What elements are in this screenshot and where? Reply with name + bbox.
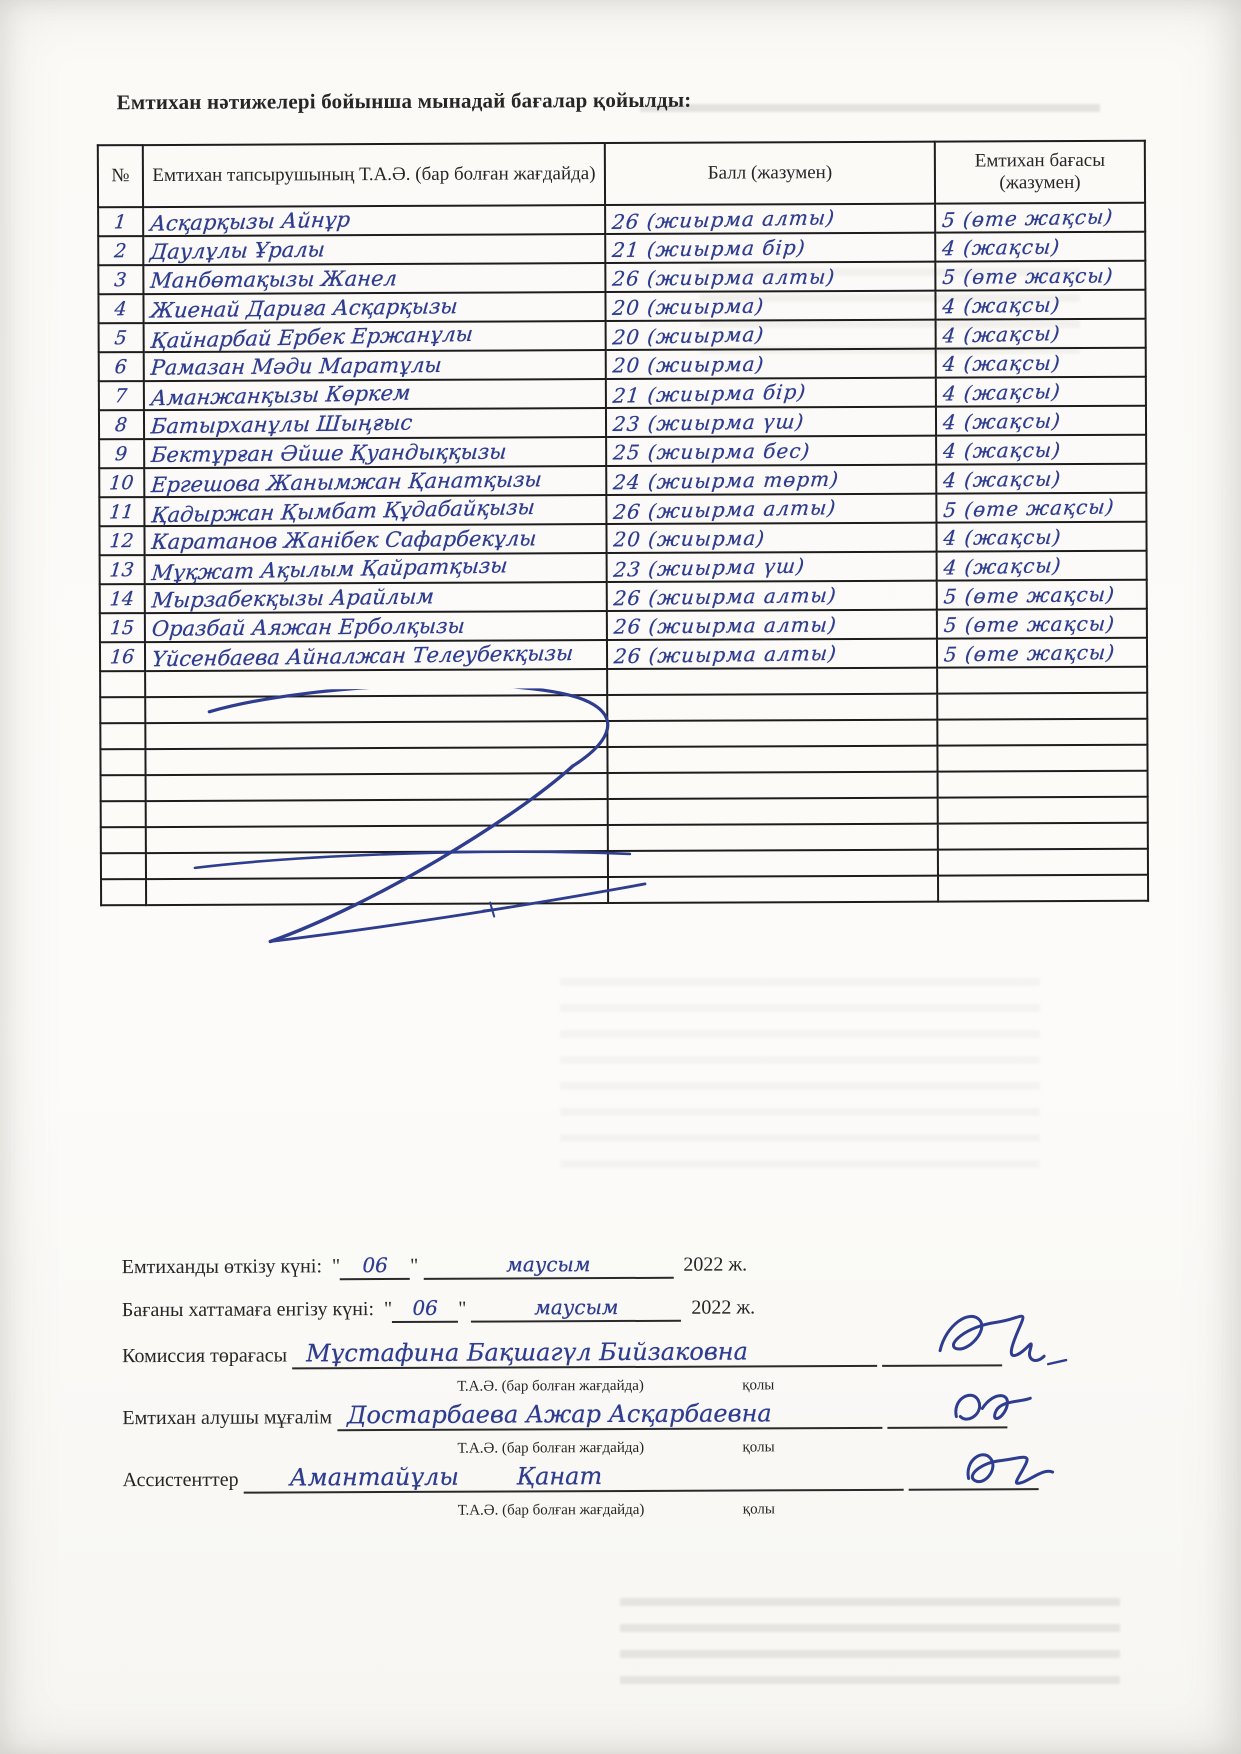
row-number-cell: 7 [99, 381, 144, 410]
score-cell: 20 (жиырма) [606, 523, 936, 553]
empty-table-row [101, 875, 1148, 906]
score-cell: 21 (жиырма бір) [606, 378, 936, 408]
grade-cell: 4 (жақсы) [936, 522, 1146, 552]
row-number-cell: 11 [99, 497, 144, 526]
examinee-name-cell: Даулұлы Ұралы [143, 234, 605, 265]
row-number-cell: 8 [99, 410, 144, 439]
commission-chair-label: Комиссия төрағасы [122, 1344, 288, 1368]
row-number-cell: 4 [98, 294, 143, 323]
table-row [100, 580, 1147, 614]
table-row [99, 406, 1146, 440]
grade-cell: 4 (жақсы) [936, 406, 1146, 436]
table-row [99, 377, 1146, 411]
row-number-cell: 1 [98, 207, 143, 236]
row-number-cell: 5 [99, 323, 144, 352]
grade-cell: 5 (өте жақсы) [935, 203, 1145, 233]
score-cell: 21 (жиырма бір) [605, 233, 935, 263]
score-cell: 23 (жиырма үш) [606, 407, 936, 437]
examiner-signature-field[interactable] [887, 1403, 1007, 1429]
row-number-cell: 2 [98, 236, 143, 265]
examinee-name-cell: Бектұрған Әйше Қуандыққызы [144, 437, 606, 468]
table-row [99, 493, 1146, 527]
row-number-cell: 14 [100, 584, 145, 613]
examinee-name-cell: Аманжанқызы Көркем [144, 379, 606, 410]
exam-date-year: 2022 ж. [683, 1253, 748, 1276]
examiner-label: Емтихан алушы мұғалім [122, 1406, 333, 1430]
examinee-name-cell: Мұқжат Ақылым Қайратқызы [145, 553, 607, 584]
grade-cell: 5 (өте жақсы) [937, 638, 1147, 668]
examinee-name-cell: Жиенай Дариға Асқарқызы [143, 292, 605, 323]
row-number-cell: 12 [99, 526, 144, 555]
protocol-date-line: Бағаны хаттамаға енгізу күні: " 06 " маусым 2022 ж. [121, 1295, 756, 1322]
examinee-name-cell: Оразбай Аяжан Ерболқызы [145, 611, 607, 642]
examiner-line [122, 1398, 1007, 1432]
fio-sublabel: Т.А.Ә. (бар болған жағдайда) [457, 1439, 645, 1457]
signature-sublabel: қолы [742, 1439, 775, 1456]
examinee-name-cell: Қайнарбай Ербек Ержанұлы [144, 321, 606, 352]
score-cell: 25 (жиырма бес) [606, 436, 936, 466]
row-number-cell: 3 [98, 265, 143, 294]
grade-cell: 4 (жақсы) [936, 435, 1146, 465]
score-cell: 26 (жиырма алты) [605, 262, 935, 292]
table-row [99, 522, 1146, 556]
grade-cell: 4 (жақсы) [936, 464, 1146, 494]
grade-cell: 5 (өте жақсы) [937, 580, 1147, 610]
exam-date-day-field[interactable]: 06 [340, 1253, 410, 1280]
commission-chair-line [122, 1336, 1002, 1370]
examinee-name-cell: Асқарқызы Айнұр [143, 205, 605, 236]
table-row [98, 290, 1145, 324]
column-header-number: № [98, 145, 143, 207]
protocol-date-month-field[interactable]: маусым [471, 1295, 681, 1323]
exam-date-line: Емтиханды өткізу күні: " 06 " маусым 2022 ж. [122, 1251, 748, 1281]
results-table-body [98, 203, 1148, 906]
score-cell: 26 (жиырма алты) [605, 204, 935, 234]
table-row [98, 232, 1145, 266]
score-cell: 24 (жиырма төрт) [606, 465, 936, 495]
table-row [99, 464, 1146, 498]
grade-cell: 4 (жақсы) [935, 290, 1145, 320]
examiner-name-field[interactable]: Достарбаева Ажар Асқарбаевна [337, 1399, 882, 1431]
column-header-score: Балл (жазумен) [605, 142, 935, 205]
score-cell: 23 (жиырма үш) [607, 552, 937, 582]
signature-sublabel: қолы [742, 1501, 775, 1518]
score-cell: 26 (жиырма алты) [607, 610, 937, 640]
row-number-cell: 13 [100, 555, 145, 584]
examinee-name-cell: Каратанов Жанібек Сафарбекұлы [144, 524, 606, 555]
table-row [98, 203, 1145, 237]
score-cell: 26 (жиырма алты) [607, 581, 937, 611]
exam-results-table [97, 140, 1149, 907]
table-row [98, 261, 1145, 295]
grade-cell: 4 (жақсы) [937, 551, 1147, 581]
examinee-name-cell: Рамазан Мәди Маратұлы [144, 350, 606, 381]
score-cell: 26 (жиырма алты) [606, 494, 936, 524]
row-number-cell: 16 [100, 642, 145, 671]
table-row [99, 319, 1146, 353]
assistants-name-field[interactable]: Амантайұлы Қанат [244, 1461, 904, 1494]
examinee-name-cell: Батырханұлы Шыңғыс [144, 408, 606, 439]
assistants-line [123, 1460, 1039, 1494]
fio-sublabel: Т.А.Ә. (бар болған жағдайда) [457, 1501, 645, 1519]
examinee-name-cell: Қадыржан Қымбат Құдабайқызы [144, 495, 606, 526]
protocol-date-day-field[interactable]: 06 [392, 1296, 458, 1323]
examinee-name-cell: Үйсенбаева Айналжан Телеубекқызы [145, 640, 607, 671]
grade-cell: 4 (жақсы) [936, 319, 1146, 349]
commission-chair-signature-field[interactable] [882, 1341, 1002, 1367]
table-row [100, 551, 1147, 585]
table-row [100, 609, 1147, 643]
grade-cell: 4 (жақсы) [936, 377, 1146, 407]
signature-sublabel: қолы [742, 1377, 775, 1394]
examinee-name-cell: Ергешова Жанымжан Қанатқызы [144, 466, 606, 497]
examinee-name-cell: Мырзабекқызы Арайлым [145, 582, 607, 613]
page-title: Емтихан нәтижелері бойынша мынадай бағалар қойылды: [116, 87, 692, 115]
exam-date-month-field[interactable]: маусым [423, 1252, 673, 1280]
score-cell: 26 (жиырма алты) [607, 639, 937, 669]
row-number-cell: 10 [99, 468, 144, 497]
score-cell: 20 (жиырма) [605, 291, 935, 321]
column-header-name: Емтихан тапсырушының Т.А.Ә. (бар болған жағдайда) [143, 143, 605, 207]
row-number-cell: 9 [99, 439, 144, 468]
row-number-cell: 15 [100, 613, 145, 642]
table-row [100, 638, 1147, 672]
commission-chair-name-field[interactable]: Мұстафина Бақшагүл Бийзаковна [292, 1337, 877, 1370]
table-header-row [98, 141, 1145, 208]
fio-sublabel: Т.А.Ә. (бар болған жағдайда) [457, 1377, 644, 1395]
score-cell: 20 (жиырма) [606, 349, 936, 379]
exam-date-label: Емтиханды өткізу күні: [121, 1255, 323, 1279]
grade-cell: 4 (жақсы) [935, 232, 1145, 262]
row-number-cell: 6 [99, 352, 144, 381]
table-row [99, 348, 1146, 382]
column-header-grade: Емтихан бағасы (жазумен) [935, 141, 1145, 204]
grade-cell: 5 (өте жақсы) [936, 493, 1146, 523]
examinee-name-cell: Манбөтақызы Жанел [143, 263, 605, 294]
assistants-signature-field[interactable] [909, 1465, 1039, 1491]
assistants-label: Ассистенттер [122, 1468, 239, 1492]
grade-cell: 5 (өте жақсы) [935, 261, 1145, 291]
grade-cell: 4 (жақсы) [936, 348, 1146, 378]
protocol-date-year: 2022 ж. [691, 1296, 756, 1319]
table-row [99, 435, 1146, 469]
grade-cell: 5 (өте жақсы) [937, 609, 1147, 639]
protocol-date-label: Бағаны хаттамаға енгізу күні: [121, 1298, 375, 1322]
score-cell: 20 (жиырма) [606, 320, 936, 350]
